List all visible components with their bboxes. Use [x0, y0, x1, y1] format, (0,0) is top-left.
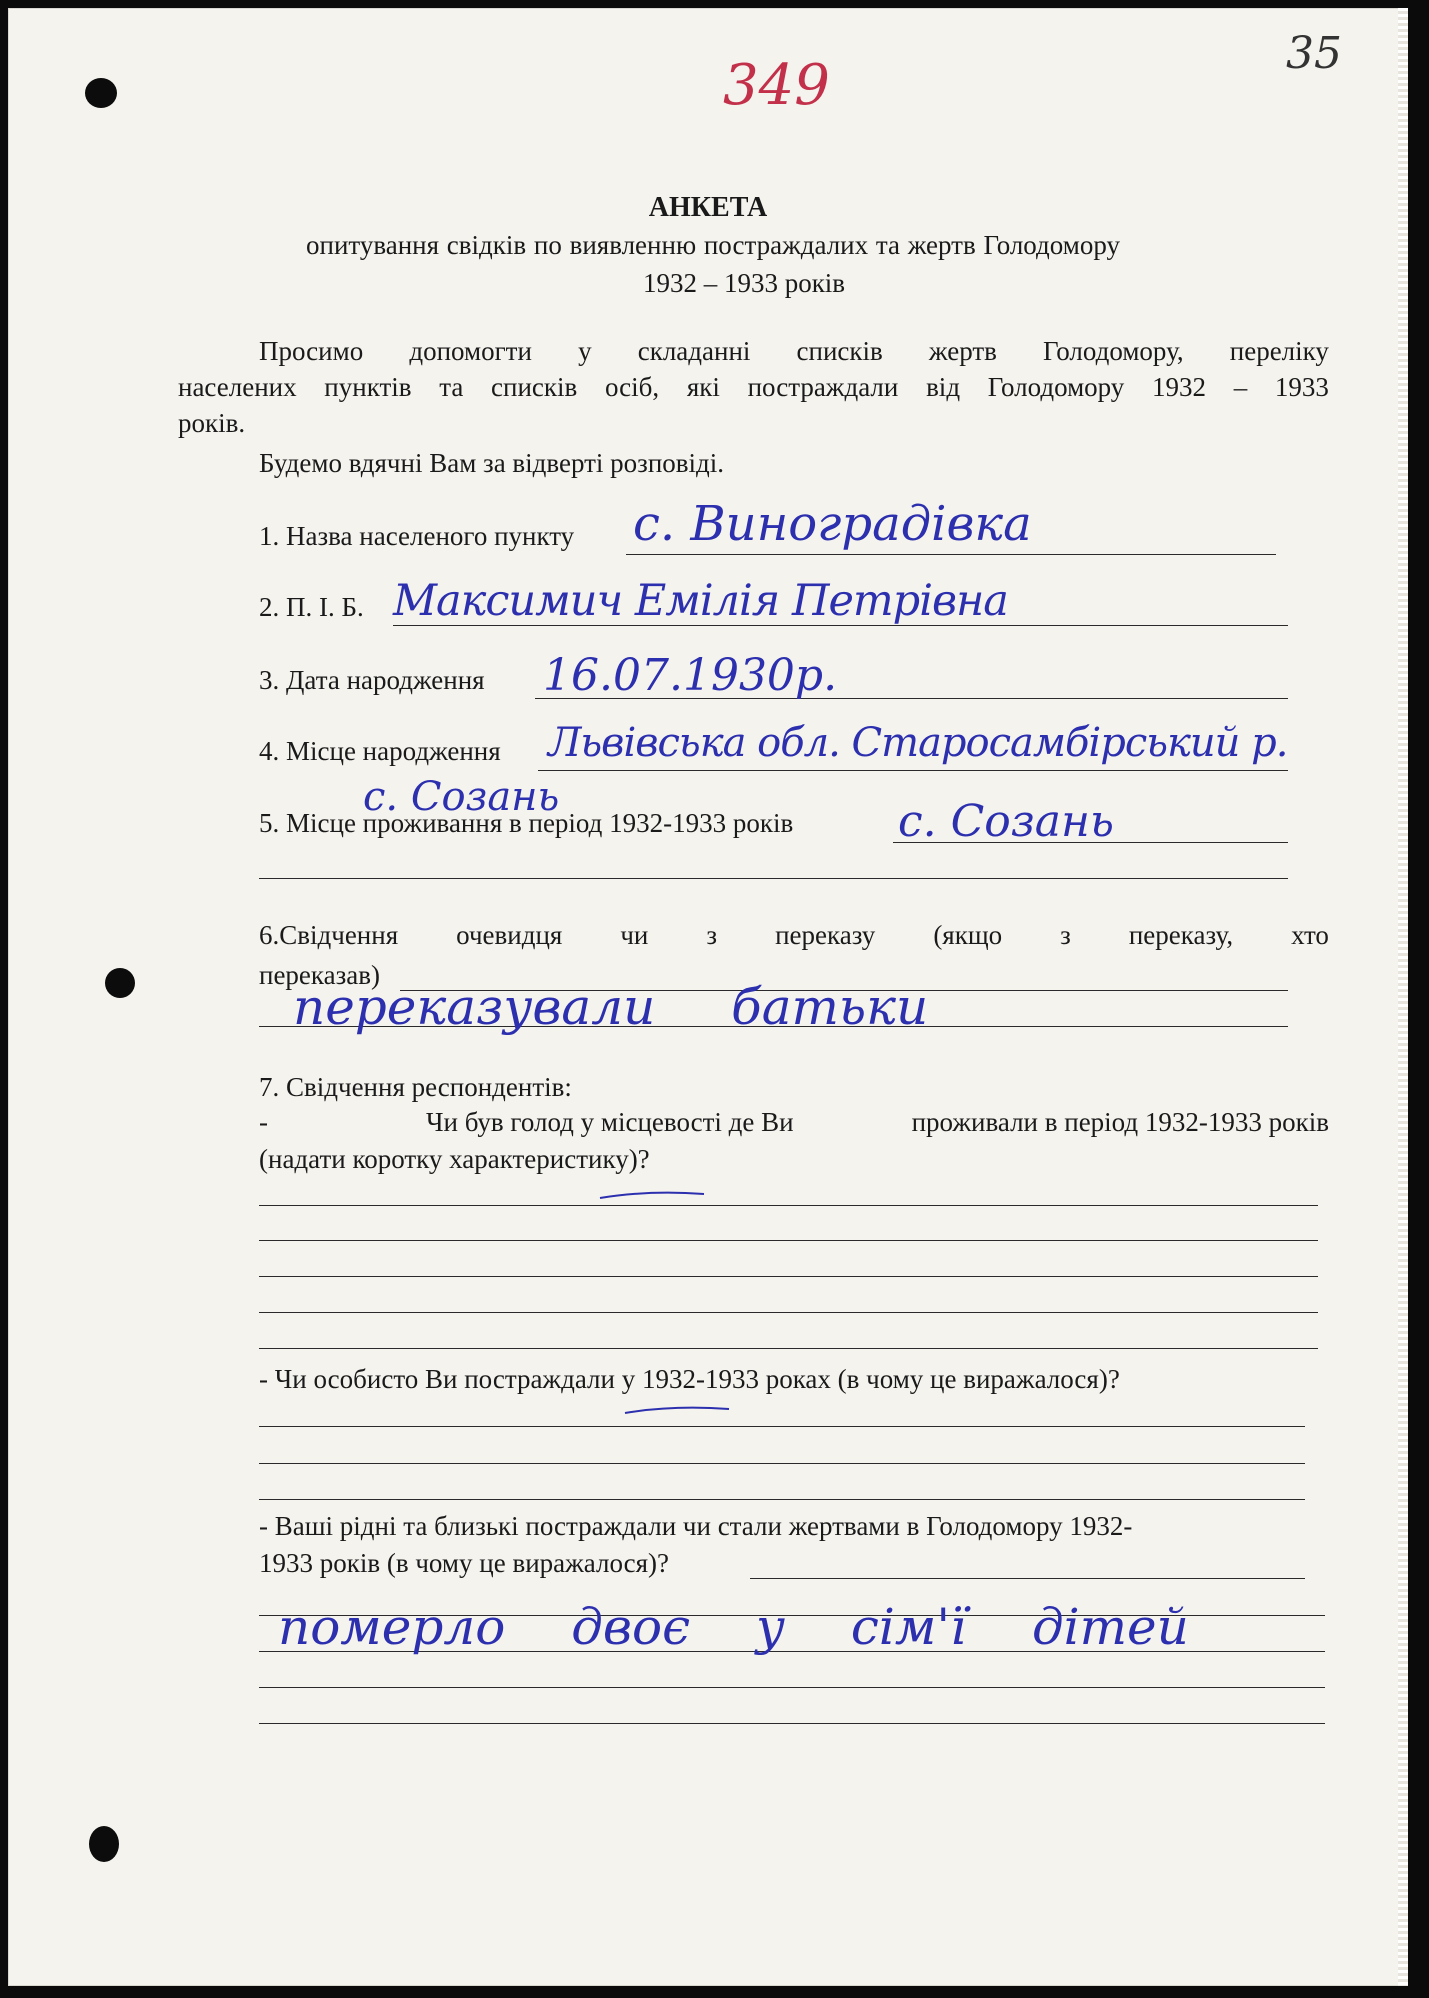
page-number: 35: [1286, 28, 1342, 79]
q5-label: 5. Місце проживання в період 1932-1933 років: [259, 808, 794, 838]
q4-label: 4. Місце народження: [259, 736, 501, 766]
q7a-answer-line4: [259, 1312, 1318, 1313]
q7-label: 7. Свідчення респондентів:: [259, 1072, 572, 1102]
dash-mark: [598, 1188, 708, 1202]
q7c-answer-line3: [259, 1687, 1325, 1688]
intro-line3: років.: [178, 408, 246, 438]
subtitle-line2: 1932 – 1933 років: [642, 268, 846, 298]
q3-label: 3. Дата народження: [259, 665, 485, 695]
q7a-answer-line5: [259, 1348, 1318, 1349]
q2-label: 2. П. І. Б.: [259, 592, 364, 622]
archive-number: 349: [723, 53, 830, 118]
q5-answer: с. Созань: [898, 796, 1114, 847]
q7b-answer-line2: [259, 1463, 1305, 1464]
q7a-answer-line1: [259, 1205, 1318, 1206]
q4-answer-line1: Львівська обл. Старосамбірський р.: [548, 720, 1288, 766]
q1-answer: с. Виноградівка: [633, 496, 1032, 552]
q5-extra-line: [259, 878, 1288, 879]
q4-answer-line2: с. Созань: [363, 774, 560, 820]
q7a-line2: (надати коротку характеристику)?: [259, 1144, 650, 1174]
punch-hole-top: [85, 78, 117, 108]
page-title: АНКЕТА: [648, 192, 768, 223]
intro-thanks: Будемо вдячні Вам за відверті розповіді.: [259, 448, 725, 478]
q7b-answer-line3: [259, 1499, 1305, 1500]
questionnaire-page: [8, 8, 1408, 1986]
q7a-line1: - Чи був голод у місцевості де Ви проживали в період 1932-1933 років: [259, 1107, 1329, 1137]
q7b-label: - Чи особисто Ви постраждали у 1932-1933 роках (в чому це виражалося)?: [259, 1364, 1120, 1394]
q4-answer-line: [538, 770, 1288, 771]
q6-answer: переказували батьки: [293, 978, 929, 1036]
dash-mark-2: [623, 1403, 733, 1417]
q1-answer-line: [626, 554, 1276, 555]
q7c-answer-line0: [750, 1578, 1305, 1579]
torn-paper-edge: [1398, 8, 1408, 1986]
intro-line2: населених пунктів та списків осіб, які постраждали від Голодомору 1932 – 1933: [178, 372, 1329, 402]
q6-label-line2: переказав): [259, 960, 380, 990]
subtitle-line1: опитування свідків по виявленню постраждалих та жертв Голодомору: [306, 230, 1120, 260]
q7b-answer-line1: [259, 1426, 1305, 1427]
q3-answer: 16.07.1930р.: [543, 650, 838, 701]
q7c-answer: померло двоє у сім'ї дітей: [278, 1598, 1189, 1656]
q1-label: 1. Назва населеного пункту: [259, 521, 575, 551]
q7a-answer-line3: [259, 1276, 1318, 1277]
q7c-answer-line4: [259, 1723, 1325, 1724]
punch-hole-middle: [105, 968, 135, 998]
q7c-label-line2: 1933 років (в чому це виражалося)?: [259, 1548, 670, 1578]
q7a-answer-line2: [259, 1240, 1318, 1241]
q7c-label-line1: - Ваші рідні та близькі постраждали чи стали жертвами в Голодомору 1932-: [259, 1511, 1133, 1541]
intro-line1: Просимо допомогти у складанні списків жертв Голодомору, переліку: [259, 336, 1329, 366]
q2-answer: Максимич Емілія Петрівна: [393, 576, 1008, 626]
punch-hole-bottom: [89, 1826, 119, 1862]
q6-label-line1: 6.Свідчення очевидця чи з переказу (якщо з переказу, хто: [259, 920, 1329, 950]
